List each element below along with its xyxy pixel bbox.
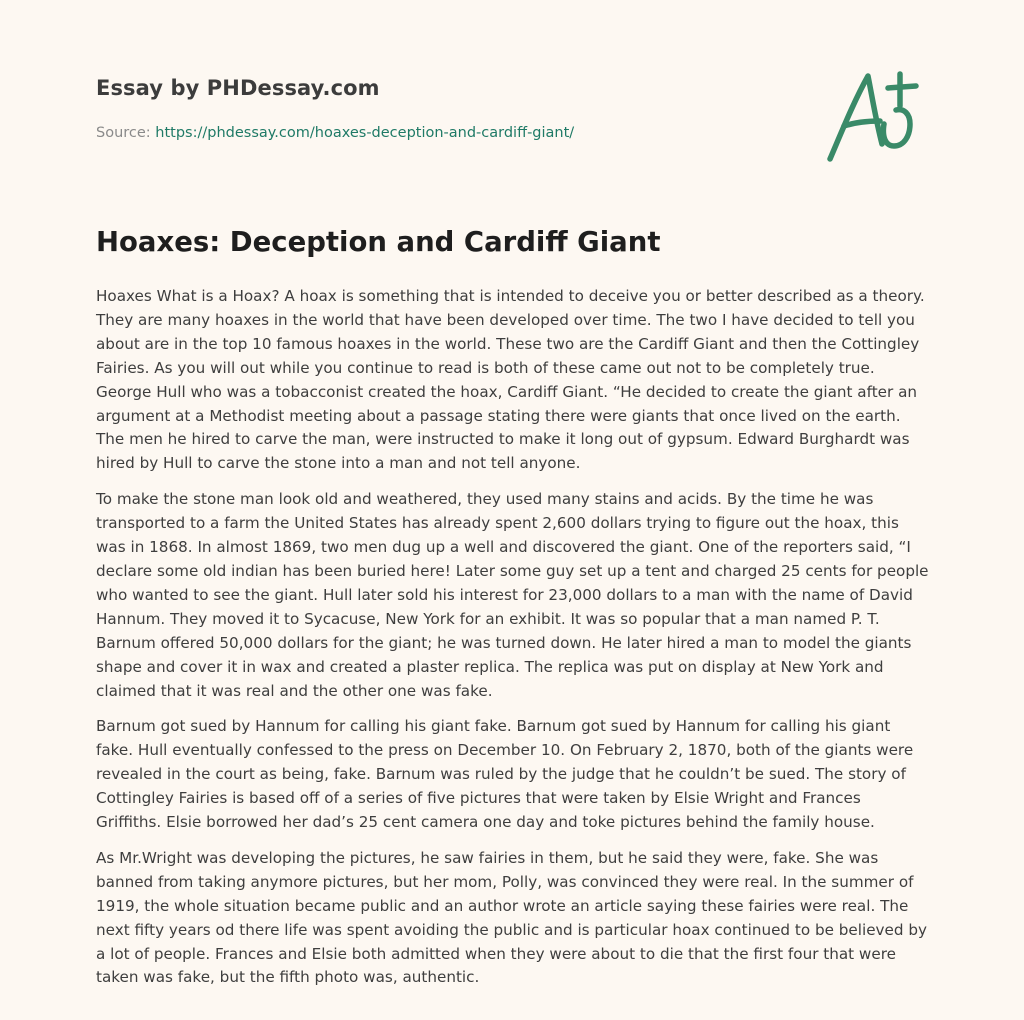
site-brand: Essay by PHDessay.com bbox=[96, 76, 380, 100]
paragraph: Hoaxes What is a Hoax? A hoax is something that is intended to deceive you or better described as a theory. They are many hoaxes in the world that have been developed over time. The two I have decided to tell you about are in the top 10 famous hoaxes in the world. These two are the Cardiff Giant and then the Cottingley Fairies. As you will out while you continue to read is both of these came out not to be completely true. George Hull who was a tobacconist created the hoax, Cardiff Giant. “He decided to create the giant after an argument at a Methodist meeting about a passage stating there were giants that once lived on the earth. The men he hired to carve the man, were instructed to make it long out of gypsum. Edward Burghardt was hired by Hull to carve the stone into a man and not tell anyone. bbox=[96, 287, 925, 473]
source-label: Source: bbox=[96, 125, 151, 141]
article-title: Hoaxes: Deception and Cardiff Giant bbox=[96, 226, 661, 258]
paragraph: To make the stone man look old and weathered, they used many stains and acids. By the time he was transported to a farm the United States has already spent 2,600 dollars trying to figure out the hoax, this was in 1868. In almost 1869, two men dug up a well and discovered the giant. One of the reporters said, “I declare some old indian has been buried here! Later some guy set up a tent and charged 25 cents for people who wanted to see the giant. Hull later sold his interest for 23,000 dollars to a man with the name of David Hannum. They moved it to Sycacuse, New York for an exhibit. It was so popular that a man named P. T. Barnum offered 50,000 dollars for the giant; he was turned down. He later hired a man to model the giants shape and cover it in wax and created a plaster replica. The replica was put on display at New York and claimed that it was real and the other one was fake. bbox=[96, 490, 929, 700]
article-body bbox=[96, 285, 929, 1002]
paragraph: As Mr.Wright was developing the pictures, he saw fairies in them, but he said they were, fake. She was banned from taking anymore pictures, but her mom, Polly, was convinced they were real. In the summer of 1919, the whole situation became public and an author wrote an article saying these fairies were real. The next fifty years od there life was spent avoiding the public and is particular hoax continued to be believed by a lot of people. Frances and Elsie both admitted when they were about to die that the first four that were taken was fake, but the fifth photo was, authentic. bbox=[96, 848, 927, 987]
paragraph: Barnum got sued by Hannum for calling his giant fake. Barnum got sued by Hannum for calling his giant fake. Hull eventually confessed to the press on December 10. On February 2, 1870, both of the giants were revealed in the court as being, fake. Barnum was ruled by the judge that he couldn’t be sued. The story of Cottingley Fairies is based off of a series of five pictures that were taken by Elsie Wright and Frances Griffiths. Elsie borrowed her dad’s 25 cent camera one day and toke pictures behind the family house. bbox=[96, 717, 914, 832]
a-plus-logo bbox=[822, 66, 932, 166]
source-line bbox=[96, 125, 574, 141]
source-link[interactable]: https://phdessay.com/hoaxes-deception-and-cardiff-giant/ bbox=[155, 125, 575, 141]
